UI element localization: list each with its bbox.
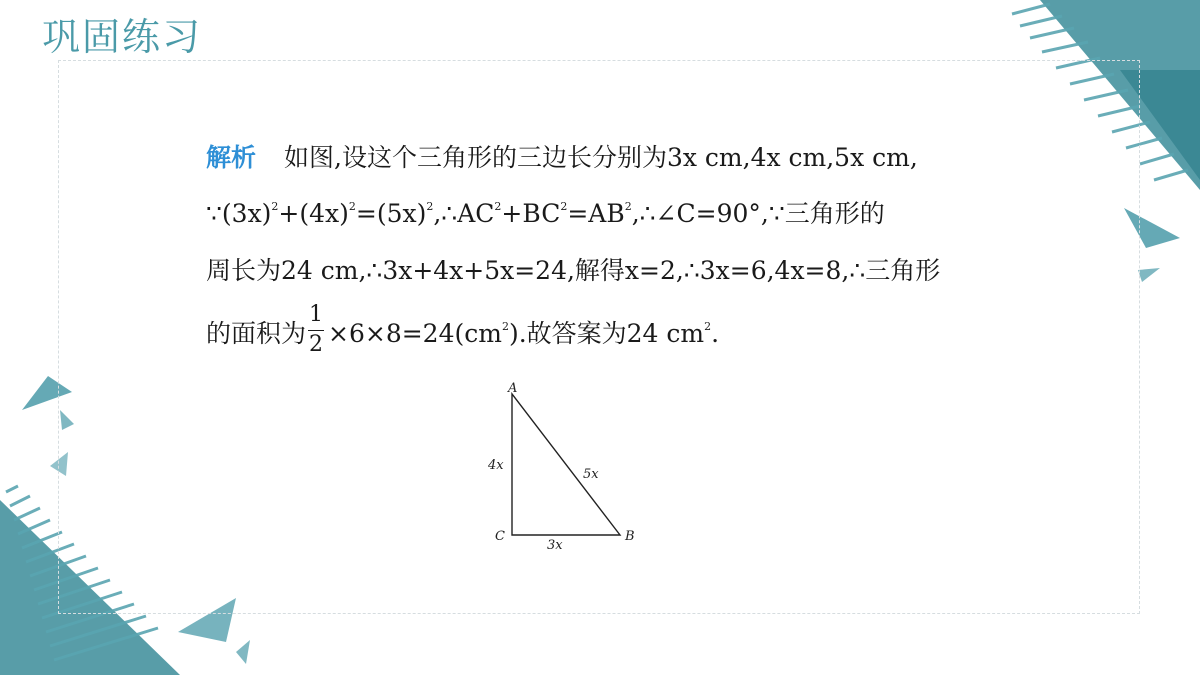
solution-line-4: 的面积为 $\frac{1}{2}$ $\times 6\times 8=24(cm^2)$.故答案为24 $cm^2$.	[206, 302, 720, 357]
side-cb-label: 3x	[547, 538, 563, 553]
solution-keyword: 解析	[206, 143, 257, 172]
side-ac-label: 4x	[488, 458, 504, 473]
side-ab-label: 5x	[583, 467, 599, 482]
triangle-figure	[484, 378, 644, 556]
vertex-b-label: B	[625, 529, 635, 544]
solution-line-3: 周长为24 cm,∴3x+4x+5x=24,解得x=2,∴3x=6,4x=8,∴三角形	[206, 256, 941, 285]
page-title: 巩固练习	[42, 15, 203, 59]
vertex-c-label: C	[495, 529, 505, 544]
vertex-a-label: A	[508, 381, 518, 396]
fraction-one-half: $\frac{1}{2}$	[309, 302, 324, 357]
solution-line-2: $\because(3x)^2+(4x)^2=(5x)^2,\therefore AC^2+BC^2=AB^2,\therefore\angle C=90^\circ,\because$三角形的	[206, 199, 885, 228]
solution-line-1: 解析 如图,设这个三角形的三边长分别为3x cm,4x cm,5x cm,	[206, 143, 918, 172]
triangle-shape	[512, 394, 620, 535]
